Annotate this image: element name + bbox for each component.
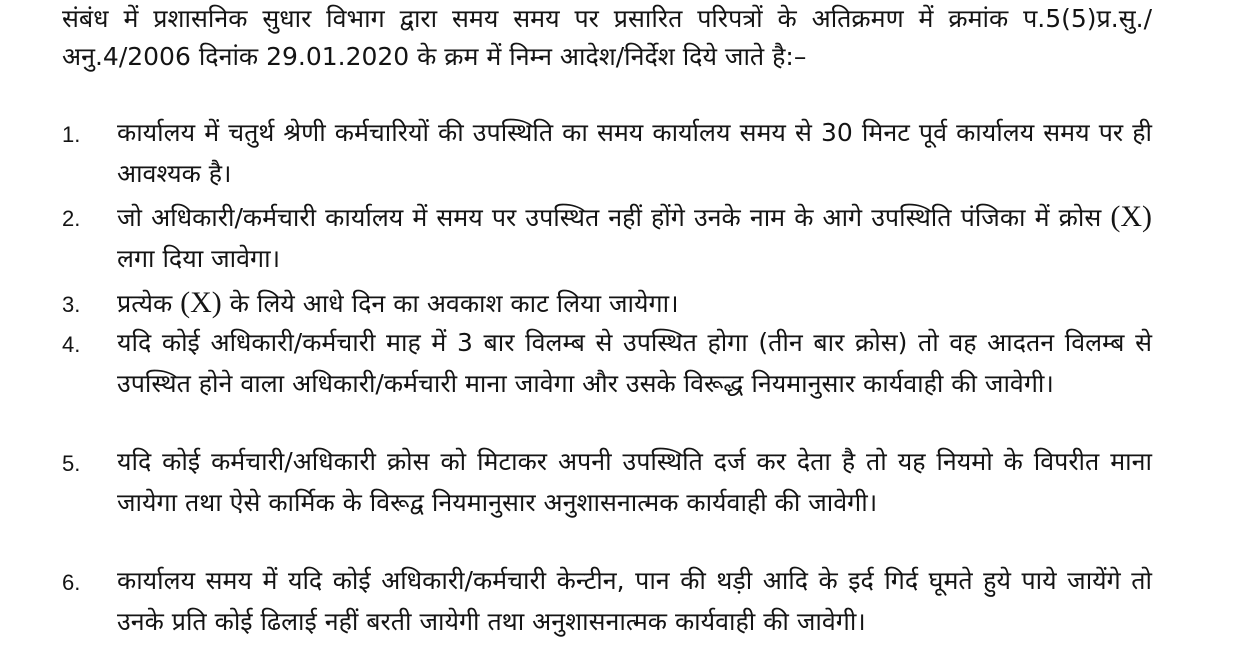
item-number: 3.	[62, 292, 81, 317]
item-text: कार्यालय में चतुर्थ श्रेणी कर्मचारियों की उपस्थिति का समय कार्यालय समय से 30 मिनट पूर्व कार्यालय समय पर ही आवश्यक है।	[117, 118, 1152, 188]
list-item-4	[62, 322, 1152, 404]
list-item-1	[62, 112, 1152, 194]
list-item-6	[62, 560, 1152, 642]
cross-mark: (X)	[1110, 200, 1152, 233]
item-number: 6.	[62, 570, 81, 595]
item-text: कार्यालय समय में यदि कोई अधिकारी/कर्मचारी केन्टीन, पान की थड़ी आदि के इर्द गिर्द घूमते हुये पाये जायेंगे तो उनके प्रति कोई ढिलाई नहीं बरती जायेगी तथा अनुशासनात्मक कार्यवाही की जावेगी।	[117, 566, 1152, 636]
list-item-5	[62, 441, 1152, 523]
list-item-3	[62, 282, 1152, 324]
item-text: यदि कोई कर्मचारी/अधिकारी क्रोस को मिटाकर अपनी उपस्थिति दर्ज कर देता है तो यह नियमो के विपरीत माना जायेगा तथा ऐसे कार्मिक के विरूद्व नियमानुसार अनुशासनात्मक कार्यवाही की जावेगी।	[117, 447, 1152, 517]
list-item-2	[62, 196, 1152, 279]
cross-mark: (X)	[180, 286, 222, 319]
item-number: 5.	[62, 451, 81, 476]
item-text-before: प्रत्येक	[117, 289, 181, 318]
item-text: यदि कोई अधिकारी/कर्मचारी माह में 3 बार विलम्ब से उपस्थित होगा (तीन बार क्रोस) तो वह आदतन विलम्ब से उपस्थित होने वाला अधिकारी/कर्मचारी माना जावेगा और उसके विरूद्ध नियमानुसार कार्यवाही की जावेगी।	[117, 328, 1152, 398]
item-text-before: जो अधिकारी/कर्मचारी कार्यालय में समय पर उपस्थित नहीं होंगे उनके नाम के आगे उपस्थिति पंजिका में क्रोस	[117, 203, 1111, 232]
item-text-after: के लिये आधे दिन का अवकाश काट लिया जायेगा।	[221, 289, 679, 318]
item-text-after: लगा दिया जावेगा।	[117, 244, 281, 273]
item-number: 2.	[62, 206, 81, 231]
item-text	[117, 196, 1152, 279]
item-number: 4.	[62, 332, 81, 357]
item-number: 1.	[62, 122, 81, 147]
intro-paragraph: संबंध में प्रशासनिक सुधार विभाग द्वारा समय समय पर प्रसारित परिपत्रों के अतिक्रमण में क्रमांक प.5(5)प्र.सु./अनु.4/2006 दिनांक 29.01.2020 के क्रम में निम्न आदेश/निर्देश दिये जाते है:–	[62, 4, 1152, 71]
item-text	[117, 282, 1152, 324]
